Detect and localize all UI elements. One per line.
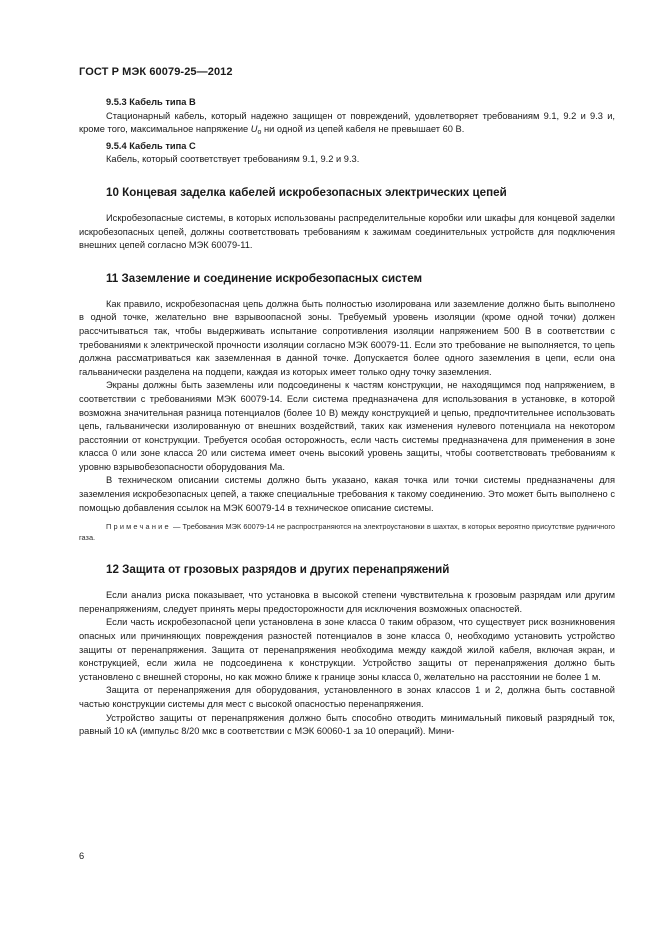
section-11-paragraph-1: Как правило, искробезопасная цепь должна быть полностью изолирована или заземление должно быть выполнено в одной точке, желательно вне взрывоопасной зоны. Требуемый уровень изоляции (кроме одной точки) должен рассчитываться так, чтобы выдерживать испытание сопротивления изоляции напряжением 500 В в соответствии с требованиями к электрической прочности изоляции согласно МЭК 60079-11. Если это требование не выполняется, то цепь должна рассматриваться как заземленная в данной точке. Допускается более одного заземления в цепи, если она гальванически разделена на подцепи, каждая из которых имеет только одну точку заземления. bbox=[79, 298, 615, 377]
section-10-heading: 10 Концевая заделка кабелей искробезопасных электрических цепей bbox=[106, 185, 507, 199]
section-12-paragraph-2: Если часть искробезопасной цепи установлена в зоне класса 0 таким образом, что существует риск возникновения опасных или причиняющих повреждения разностей потенциалов в зоне класса 0, необходимо установить устройство защиты от перенапряжения. Защита от перенапряжения необходима между каждой жилой кабеля, включая экран, и конструкцией, если жила не подсоединена к конструкции. Устройство защиты от перенапряжения должно быть установлено с внешней стороны, но как можно ближе к границе зоны класса 0, желательно на расстоянии не более 1 м. bbox=[79, 617, 615, 682]
section-9-5-4-text: Кабель, который соответствует требованиям 9.1, 9.2 и 9.3. bbox=[106, 154, 360, 165]
voltage-symbol: U bbox=[250, 124, 258, 135]
section-11-note: Примечание — Требования МЭК 60079-14 не распространяются на электроустановки в шахтах, в которых вероятно присутствие рудничного газа. bbox=[79, 522, 615, 543]
section-11-paragraph-2: Экраны должны быть заземлены или подсоединены к частям конструкции, не находящимся под напряжением, в соответствии с требованиями МЭК 60079-14. Если система предназначена для использования в установке, в которой возможна значительная разница потенциалов (более 10 В) между конструкцией и цепью, предпочтительнее использовать цепь, гальванически изолированную от внешних воздействий, таких как изменения нулевого потенциала на некотором расстоянии от конструкции. Требуется особая осторожность, если часть системы предназначена для применения в зоне класса 0 или зоне класса 20 или система имеет очень высокий уровень защиты, чтобы соответствовать требованиям к уровню взрывобезопасности оборудования Ma. bbox=[79, 380, 615, 472]
section-9-5-4-heading: 9.5.4 Кабель типа C bbox=[106, 140, 196, 151]
section-9-5-3-heading: 9.5.3 Кабель типа B bbox=[106, 97, 196, 107]
section-12-paragraph-3: Защита от перенапряжения для оборудования, установленного в зонах классов 1 и 2, должна быть составной частью конструкции системы для мест с высокой опасностью перенапряжения. bbox=[79, 685, 615, 709]
page-number: 6 bbox=[79, 851, 85, 861]
section-12-paragraph-4: Устройство защиты от перенапряжения должно быть способно отводить минимальный пиковый разрядный ток, равный 10 кА (импульс 8/20 мкс в соответствии с МЭК 60060-1 за 10 операций). Мини- bbox=[79, 712, 615, 737]
section-10-paragraph-1: Искробезопасные системы, в которых использованы распределительные коробки или шкафы для концевой заделки искробезопасных цепей, должны соответствовать требованиям к зажимам соединительных устройств для подключения внешних цепей согласно МЭК 60079-11. bbox=[79, 212, 615, 251]
section-12-paragraph-1: Если анализ риска показывает, что установка в высокой степени чувствительна к грозовым разрядам или другим перенапряжениям, следует принять меры предосторожности для исключения возможных опасностей. bbox=[79, 590, 615, 614]
document-body bbox=[79, 96, 615, 739]
section-11-paragraph-3: В техническом описании системы должно быть указано, какая точка или точки системы предназначены для заземления искробезопасных цепей, а также специальные требования к такому соединению. Это может быть выполнено с помощью добавления ссылок на МЭК 60079-14 в техническое описание системы. bbox=[79, 475, 615, 513]
section-12-heading: 12 Защита от грозовых разрядов и других перенапряжений bbox=[106, 563, 450, 577]
document-header: ГОСТ Р МЭК 60079-25—2012 bbox=[79, 66, 233, 78]
note-label: Примечание bbox=[106, 522, 171, 532]
section-9-5-3-text: Стационарный кабель, который надежно защищен от повреждений, удовлетворяет требованиям 9.1, 9.2 и 9.3 и, кроме того, максимальное напряжение $U_o$ ни одной из цепей кабеля не превышает 60 В. bbox=[79, 110, 615, 137]
section-11-heading: 11 Заземление и соединение искробезопасных систем bbox=[106, 271, 423, 285]
voltage-subscript: o bbox=[257, 129, 262, 137]
